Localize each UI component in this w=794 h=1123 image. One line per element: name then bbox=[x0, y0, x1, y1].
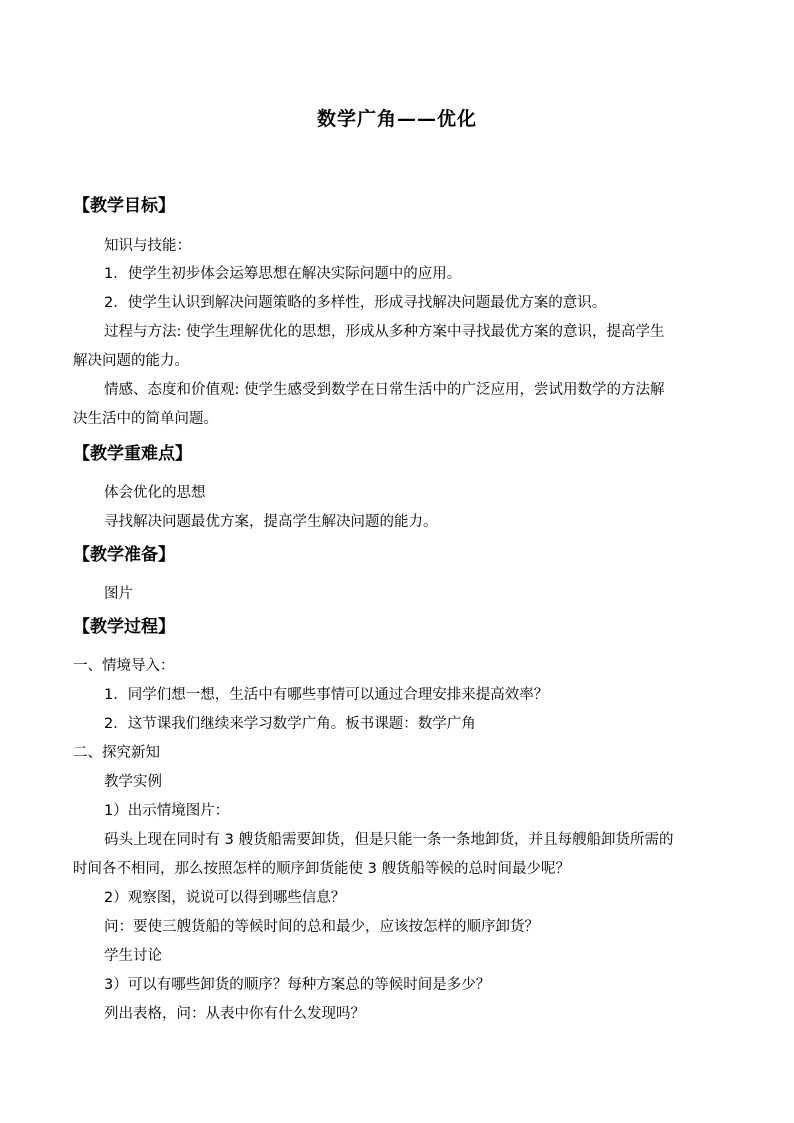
emotion-line-2: 决生活中的简单问题。 bbox=[73, 411, 218, 427]
section-heading-preparation: 【教学准备】 bbox=[73, 545, 175, 565]
story-line-2: 时间各不相同，那么按照怎样的顺序卸货能使 3 艘货船等候的总时间最少呢？ bbox=[73, 861, 570, 877]
step-1: 1）出示情境图片： bbox=[104, 803, 230, 819]
example-label: 教学实例 bbox=[104, 774, 162, 790]
preparation-item: 图片 bbox=[104, 586, 133, 602]
section-heading-goals: 【教学目标】 bbox=[73, 196, 175, 216]
section-heading-process: 【教学过程】 bbox=[73, 617, 175, 637]
section-heading-key-points: 【教学重难点】 bbox=[73, 444, 192, 464]
process-method-line-2: 解决问题的能力。 bbox=[73, 353, 189, 369]
step-3: 3）可以有哪些卸货的顺序？每种方案总的等候时间是多少？ bbox=[104, 977, 491, 993]
discussion-line: 学生讨论 bbox=[104, 948, 162, 964]
step-2: 2）观察图，说说可以得到哪些信息？ bbox=[104, 890, 346, 906]
question-line: 问：要使三艘货船的等候时间的总和最少，应该按怎样的顺序卸货？ bbox=[104, 919, 539, 935]
goal-item-2: 2．使学生认识到解决问题策略的多样性，形成寻找解决问题最优方案的意识。 bbox=[104, 295, 607, 311]
process-part-2: 二、探究新知 bbox=[73, 745, 160, 761]
process-method-line-1: 过程与方法: 使学生理解优化的思想，形成从多种方案中寻找最优方案的意识，提高学生 bbox=[104, 324, 665, 340]
table-question: 列出表格，问：从表中你有什么发现吗？ bbox=[104, 1006, 365, 1022]
key-point-1: 体会优化的思想 bbox=[104, 485, 206, 501]
process-part-1-item-1: 1．同学们想一想，生活中有哪些事情可以通过合理安排来提高效率？ bbox=[104, 687, 549, 703]
goal-item-1: 1．使学生初步体会运筹思想在解决实际问题中的应用。 bbox=[104, 266, 462, 282]
process-part-1: 一、情境导入： bbox=[73, 658, 175, 674]
story-line-1: 码头上现在同时有 3 艘货船需要卸货，但是只能一条一条地卸货，并且每艘船卸货所需的 bbox=[104, 832, 674, 848]
key-point-2: 寻找解决问题最优方案，提高学生解决问题的能力。 bbox=[104, 514, 438, 530]
emotion-line-1: 情感、态度和价值观: 使学生感受到数学在日常生活中的广泛应用，尝试用数学的方法解 bbox=[104, 382, 665, 398]
process-part-1-item-2: 2．这节课我们继续来学习数学广角。板书课题：数学广角 bbox=[104, 716, 476, 732]
knowledge-label: 知识与技能： bbox=[104, 238, 191, 254]
document-title: 数学广角——优化 bbox=[316, 108, 477, 130]
